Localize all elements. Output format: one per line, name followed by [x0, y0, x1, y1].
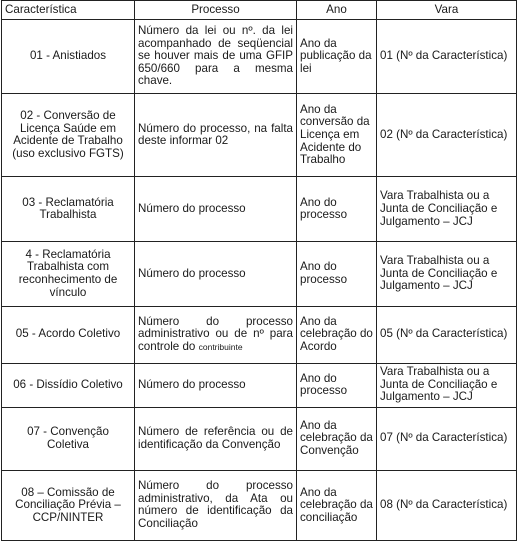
cell-ano: Ano da celebração da conciliação [297, 470, 377, 540]
cell-caracteristica: 03 - Reclamatória Trabalhista [2, 177, 135, 242]
cell-ano: Ano da celebração da Convenção [297, 407, 377, 470]
table-row [2, 242, 517, 306]
cell-caracteristica: 05 - Acordo Coletivo [2, 306, 135, 363]
cell-ano: Ano da celebração do Acordo [297, 306, 377, 363]
table-body [2, 20, 517, 541]
cell-vara: Vara Trabalhista ou a Junta de Conciliação e Julgamento – JCJ [377, 363, 517, 407]
table-row [2, 177, 517, 242]
processo-text: Número do processo administrativo, da Ata ou número de identificação da Conciliação [138, 479, 293, 530]
cell-vara: 01 (Nº da Característica) [377, 20, 517, 94]
processo-text: Número do processo [138, 202, 246, 216]
cell-vara: 02 (Nº da Característica) [377, 94, 517, 177]
cell-processo [135, 306, 297, 363]
cell-vara: Vara Trabalhista ou a Junta de Conciliação e Julgamento – JCJ [377, 242, 517, 306]
cell-processo [135, 20, 297, 94]
table-header-row [2, 1, 517, 20]
cell-processo [135, 470, 297, 540]
processo-text: Número do processo [138, 266, 246, 280]
cell-caracteristica: 06 - Dissídio Coletivo [2, 363, 135, 407]
processo-text: Número do processo [138, 377, 246, 391]
processo-text: Número da lei ou nº. da lei acompanhado de seqüencial se houver mais de uma GFIP 650/660 para a mesma chave. [138, 24, 293, 88]
cell-ano: Ano da publicação da lei [297, 20, 377, 94]
table-row [2, 407, 517, 470]
cell-caracteristica: 07 - Convenção Coletiva [2, 407, 135, 470]
cell-vara: Vara Trabalhista ou a Junta de Conciliação e Julgamento – JCJ [377, 177, 517, 242]
table-row [2, 94, 517, 177]
cell-processo [135, 94, 297, 177]
cell-processo [135, 177, 297, 242]
table-row [2, 306, 517, 363]
cell-vara: 08 (Nº da Característica) [377, 470, 517, 540]
table-row [2, 470, 517, 540]
table-row [2, 20, 517, 94]
cell-processo [135, 407, 297, 470]
table-row [2, 363, 517, 407]
cell-caracteristica: 02 - Conversão de Licença Saúde em Acidente de Trabalho (uso exclusivo FGTS) [2, 94, 135, 177]
header-caracteristica: Característica [2, 1, 135, 20]
processo-text: Número de referência ou de identificação da Convenção [138, 425, 293, 451]
cell-vara: 05 (Nº da Característica) [377, 306, 517, 363]
cell-ano: Ano do processo [297, 363, 377, 407]
cell-processo [135, 363, 297, 407]
cell-caracteristica: 08 – Comissão de Conciliação Prévia – CCP/NINTER [2, 470, 135, 540]
cell-ano: Ano do processo [297, 242, 377, 306]
processo-text: Número do processo administrativo ou de nº para controle do [138, 314, 293, 353]
cell-caracteristica: 01 - Anistiados [2, 20, 135, 94]
caracteristica-table [1, 0, 517, 541]
cell-ano: Ano do processo [297, 177, 377, 242]
cell-vara: 07 (Nº da Característica) [377, 407, 517, 470]
header-processo: Processo [135, 1, 297, 20]
processo-small-text: contribuinte [198, 341, 243, 352]
header-ano: Ano [297, 1, 377, 20]
cell-processo [135, 242, 297, 306]
cell-caracteristica: 4 - Reclamatória Trabalhista com reconhecimento de vínculo [2, 242, 135, 306]
document-table-container [1, 0, 516, 541]
header-vara: Vara [377, 1, 517, 20]
processo-text: Número do processo, na falta deste informar 02 [138, 121, 293, 148]
cell-ano: Ano da conversão da Licença em Acidente do Trabalho [297, 94, 377, 177]
